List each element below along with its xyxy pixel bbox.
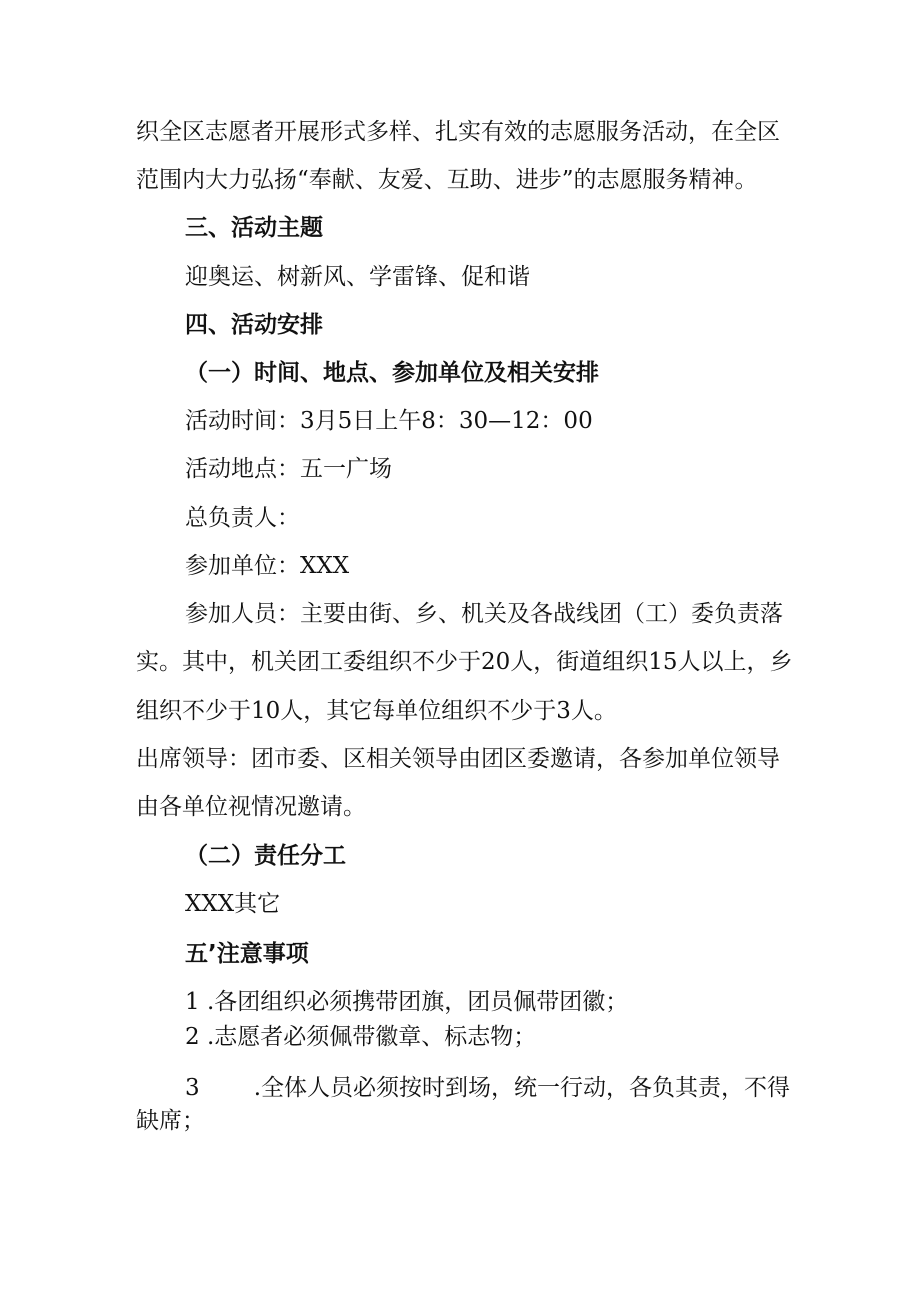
notice-item-2: [185, 1022, 536, 1052]
notice-item-text: .各团组织必须携带团旗，团员佩带团徽；: [206, 989, 629, 1015]
leaders-line-1: 出席领导：团市委、区相关领导由团区委邀请，各参加单位领导: [136, 746, 780, 772]
notice-item-text: .志愿者必须佩带徽章、标志物；: [206, 1024, 537, 1050]
activity-time: 活动时间：3月5日上午8：30—12：00: [185, 408, 593, 434]
participants-line-2: 实。其中，机关团工委组织不少于20人，街道组织15人以上，乡: [136, 649, 793, 675]
subsection-1-heading: （一）时间、地点、参加单位及相关安排: [185, 360, 599, 386]
duty-text: XXX其它: [185, 891, 281, 917]
section-3-text: 迎奥运、树新风、学雷锋、促和谐: [185, 264, 530, 290]
participating-units: 参加单位：XXX: [185, 553, 350, 579]
notice-item-number: 3: [185, 1075, 200, 1101]
notice-item-text: .全体人员必须按时到场，统一行动，各负其责，不得: [253, 1075, 790, 1101]
notice-item-number: 1: [185, 989, 200, 1015]
intro-line-1: 织全区志愿者开展形式多样、扎实有效的志愿服务活动，在全区: [136, 119, 780, 145]
subsection-2-heading: （二）责任分工: [185, 843, 346, 869]
activity-place: 活动地点：五一广场: [185, 456, 392, 482]
section-4-heading: 四、活动安排: [185, 312, 323, 338]
notice-item-1: [185, 987, 628, 1017]
notice-item-3-continuation: 缺席；: [136, 1108, 205, 1134]
leaders-line-2: 由各单位视情况邀请。: [136, 794, 366, 820]
participants-line-1: 参加人员：主要由街、乡、机关及各战线团（工）委负责落: [185, 601, 783, 627]
notice-item-3: [185, 1073, 790, 1103]
section-5-heading: 五’注意事项: [185, 941, 309, 967]
activity-leader: 总负责人：: [185, 505, 300, 531]
notice-item-number: 2: [185, 1024, 200, 1050]
section-3-heading: 三、活动主题: [185, 215, 323, 241]
participants-line-3: 组织不少于10人，其它每单位组织不少于3人。: [136, 698, 617, 724]
intro-line-2: 范围内大力弘扬“奉献、友爱、互助、进步”的志愿服务精神。: [136, 167, 758, 193]
